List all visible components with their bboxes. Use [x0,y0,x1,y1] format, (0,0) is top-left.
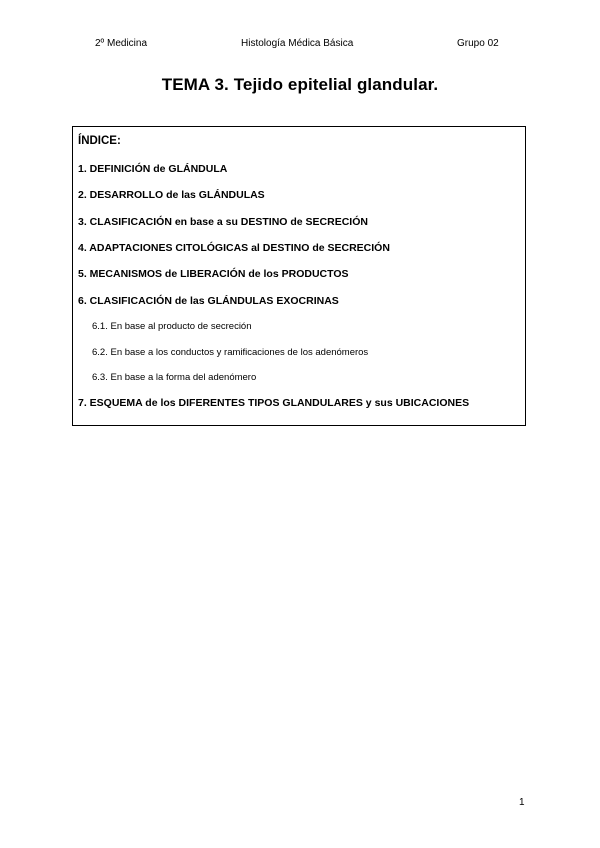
header-group: Grupo 02 [457,38,499,49]
index-item-6-3: 6.3. En base a la forma del adenómero [92,372,257,383]
index-item-2: 2. DESARROLLO de las GLÁNDULAS [78,189,265,201]
index-item-1: 1. DEFINICIÓN de GLÁNDULA [78,163,228,175]
page-header [0,38,600,52]
page-number: 1 [519,797,525,808]
index-item-6: 6. CLASIFICACIÓN de las GLÁNDULAS EXOCRINAS [78,295,339,307]
index-item-5: 5. MECANISMOS de LIBERACIÓN de los PRODUCTOS [78,268,349,280]
header-course: 2º Medicina [95,38,148,49]
index-item-7: 7. ESQUEMA de los DIFERENTES TIPOS GLANDULARES y sus UBICACIONES [78,397,470,409]
index-item-6-2: 6.2. En base a los conductos y ramificaciones de los adenómeros [92,347,369,358]
index-item-4: 4. ADAPTACIONES CITOLÓGICAS al DESTINO de SECRECIÓN [78,242,390,254]
document-title: TEMA 3. Tejido epitelial glandular. [161,75,439,94]
index-box [72,126,526,426]
header-subject: Histología Médica Básica [241,38,354,49]
index-item-3: 3. CLASIFICACIÓN en base a su DESTINO de SECRECIÓN [78,216,368,228]
index-heading: ÍNDICE: [78,135,121,147]
index-item-6-1: 6.1. En base al producto de secreción [92,321,252,332]
